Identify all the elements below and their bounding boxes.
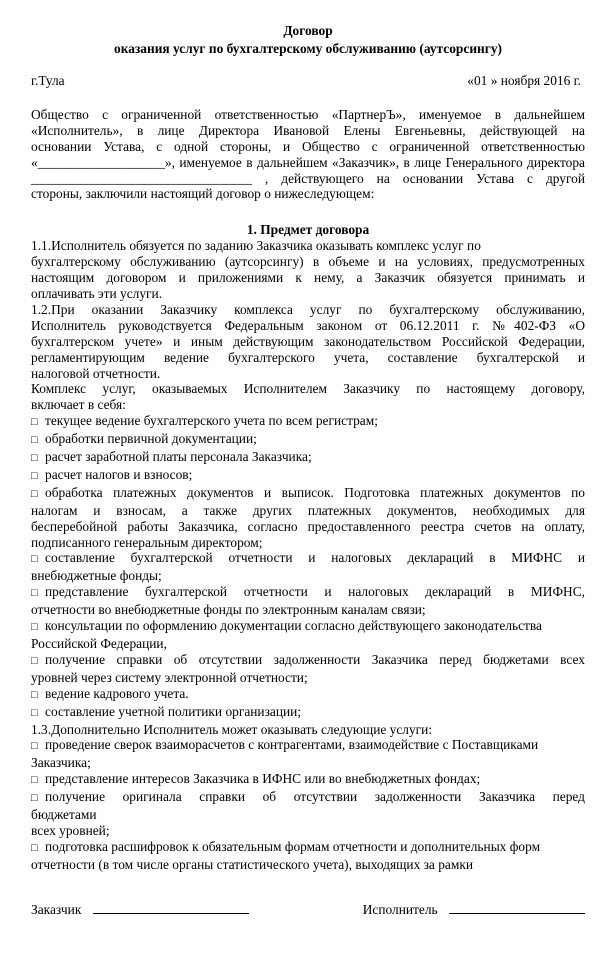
document-title — [31, 22, 585, 58]
bullet-item-line: □ составление бухгалтерской отчетности и налоговых деклараций в МИФНС и — [31, 550, 585, 568]
bullet-item-line: □ обработки первичной документации; — [31, 431, 585, 449]
bullet-item-line: □ представление бухгалтерской отчетности и налоговых деклараций в МИФНС, — [31, 584, 585, 602]
body-text-line: включает в себя: — [31, 397, 126, 413]
body-text-line: уровней через систему электронной отчетности; — [31, 669, 308, 685]
bullet-item-line: □ составление учетной политики организации; — [31, 704, 585, 722]
bullet-item-line: □ текущее ведение бухгалтерского учета по всем регистрам; — [31, 413, 585, 431]
body-text-line: отчетности (в том числе органы статистического учета), выходящих за рамки — [31, 856, 473, 872]
bullet-item-line: □ представление интересов Заказчика в ИФНС или во внебюджетных фондах; — [31, 771, 585, 789]
body-text-line: бесперебойной работы Заказчика, согласно предоставленного реестра счетов на оплату, — [31, 518, 585, 534]
bullet-item-line: □ проведение сверок взаиморасчетов с контрагентами, взаимодействие с Поставщиками — [31, 737, 585, 755]
intro-paragraph — [31, 107, 585, 202]
section-1-body — [31, 238, 585, 872]
intro-line: Общество с ограниченной ответственностью «ПартнерЪ», именуемое в дальнейшем — [31, 106, 585, 122]
bullet-item-line: □ ведение кадрового учета. — [31, 686, 585, 704]
body-text-line: 1.2.При оказании Заказчику комплекса услуг по бухгалтерскому обслуживанию, — [31, 301, 585, 317]
body-text-line: бухгалтерском учете» и иным действующим законодательством Российской Федерации, — [31, 333, 585, 349]
contractor-signature — [363, 900, 585, 918]
contractor-label: Исполнитель — [362, 902, 438, 917]
body-text-line: регламентирующим ведение бухгалтерского учета, составление бухгалтерской и — [31, 349, 585, 365]
body-text-line: бюджетами — [31, 807, 97, 823]
body-text-line: налогам и взносам, а также других платежных документов, необходимых для — [31, 502, 585, 518]
bullet-item-line: □ консультации по оформлению документации согласно действующего законодательства — [31, 618, 585, 636]
body-text-line: настоящим договором и приложениями к нему, а Заказчик обязуется принимать и — [31, 270, 585, 286]
customer-signature-line — [93, 900, 249, 914]
body-text-line: Исполнитель руководствуется Федеральным законом от 06.12.2011 г. №402-ФЗ «О — [31, 317, 585, 333]
city: г.Тула — [31, 73, 65, 88]
intro-line: «Исполнитель», в лице Директора Ивановой Елены Евгеньевны, действующей на — [31, 122, 585, 138]
bullet-item-line: □ расчет налогов и взносов; — [31, 467, 585, 485]
intro-line: стороны, заключили настоящий договор о нижеследующем: — [31, 186, 375, 202]
body-text-line: оплачивать эти услуги. — [31, 285, 163, 301]
customer-signature — [31, 900, 249, 918]
bullet-item-line: □ получение справки об отсутствии задолженности Заказчика перед бюджетами всех — [31, 652, 585, 670]
intro-line: «___________________», именуемое в дальнейшем «Заказчик», в лице Генерального директора — [31, 154, 585, 170]
contract-date: «01 » ноября 2016 г. — [467, 73, 581, 88]
body-text-line: 1.1.Исполнитель обязуется по заданию Заказчика оказывать комплекс услуг по — [31, 238, 481, 254]
place-date-row — [31, 73, 585, 89]
title-line-2: оказания услуг по бухгалтерскому обслуживанию (аутсорсингу) — [114, 41, 502, 56]
body-text-line: отчетности во внебюджетные фонды по электронным каналам связи; — [31, 602, 426, 618]
contractor-signature-line — [449, 900, 585, 914]
body-text-line: Комплекс услуг, оказываемых Исполнителем Заказчику по настоящему договору, — [31, 381, 585, 397]
body-text-line: бухгалтерскому обслуживанию (аутсорсингу) в объеме и на условиях, предусмотренных — [31, 254, 585, 270]
title-line-1: Договор — [283, 23, 333, 38]
body-text-line: 1.3.Дополнительно Исполнитель может оказывать следующие услуги: — [31, 721, 433, 737]
body-text-line: подписанного генеральным директором; — [31, 534, 263, 550]
bullet-item-line: □ обработка платежных документов и выписок. Подготовка платежных документов по — [31, 485, 585, 503]
bullet-item-line: □ получение оригинала справки об отсутствии задолженности Заказчика перед — [31, 789, 585, 807]
body-text-line: Российской Федерации, — [31, 636, 167, 651]
bullet-item-line: □ расчет заработной платы персонала Заказчика; — [31, 449, 585, 467]
body-text-line: всех уровней; — [31, 822, 110, 838]
intro-line: основании Устава, с одной стороны, и Общество с ограниченной ответственностью — [31, 138, 585, 154]
body-text-line: налоговой отчетности. — [31, 365, 161, 381]
section-1-heading: 1. Предмет договора — [246, 222, 370, 238]
intro-line: _________________________________ , действующего на основании Устава с другой — [31, 170, 585, 186]
body-text-line: внебюджетные фонды; — [31, 568, 162, 584]
bullet-item-line: □ подготовка расшифровок к обязательным формам отчетности и дополнительных форм — [31, 839, 585, 857]
signature-block — [31, 900, 585, 918]
customer-label: Заказчик — [31, 902, 82, 917]
body-text-line: Заказчика; — [31, 755, 91, 771]
